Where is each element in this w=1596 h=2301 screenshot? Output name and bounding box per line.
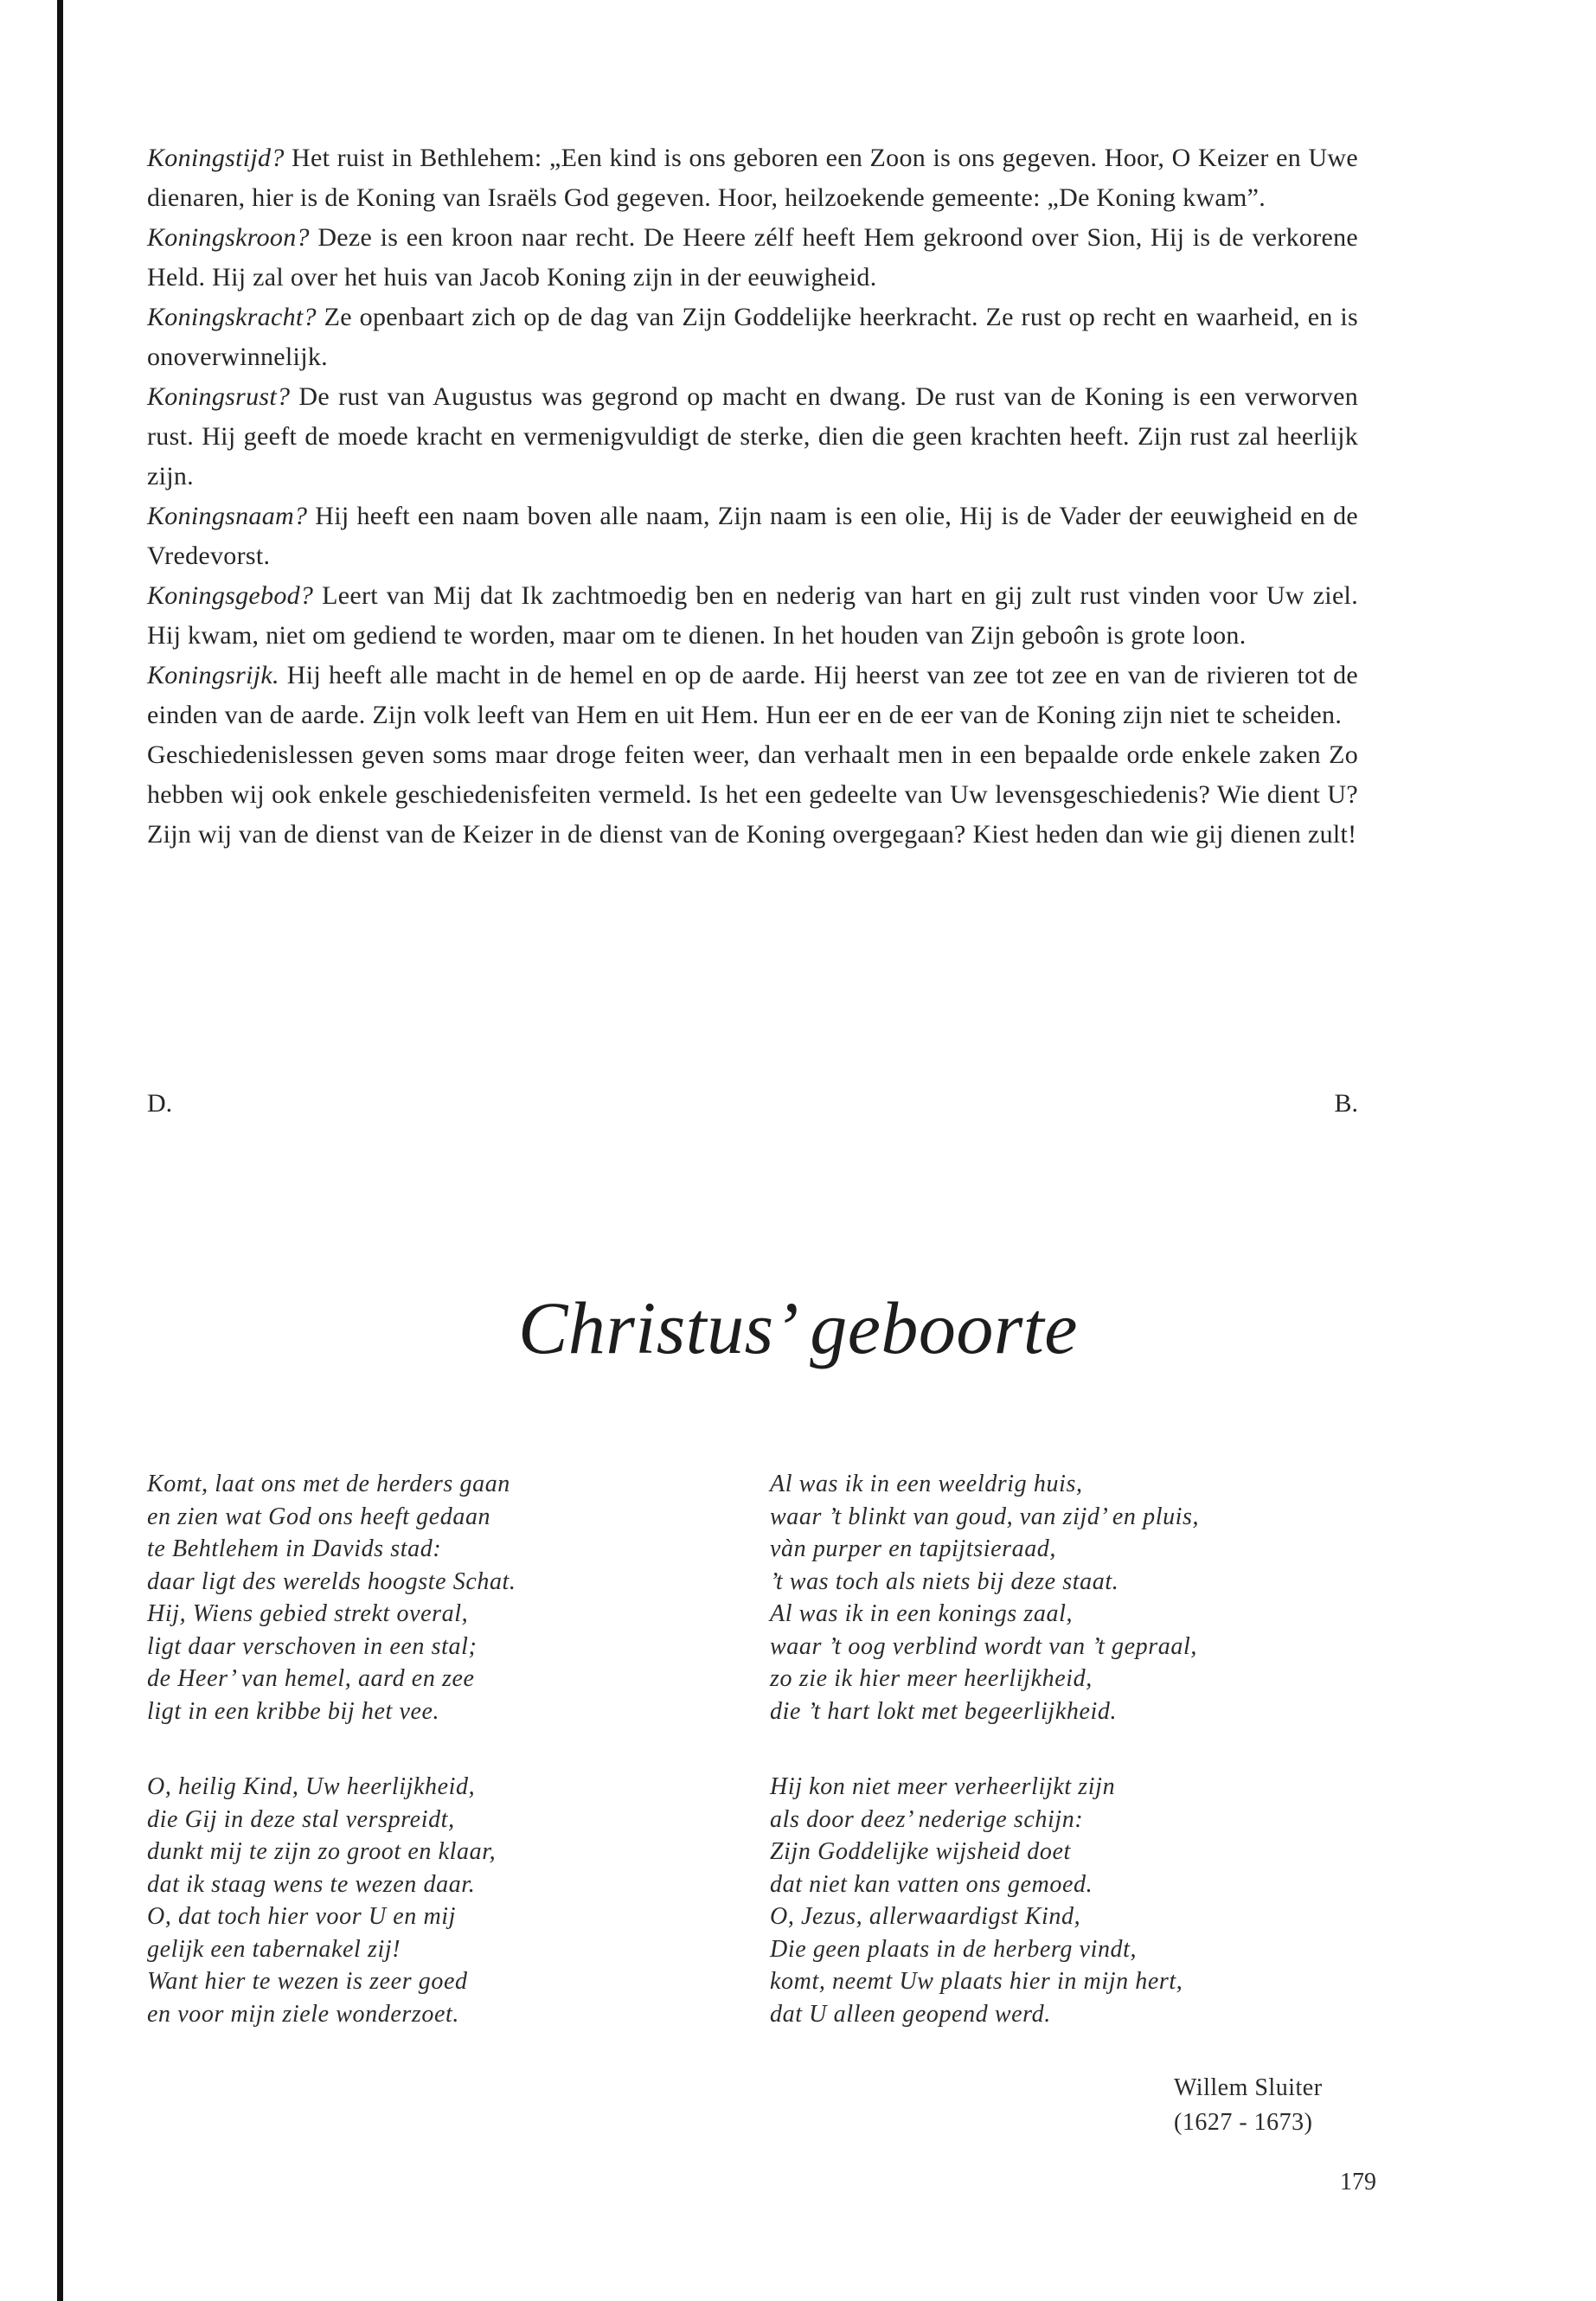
author-dates: (1627 - 1673) — [1174, 2109, 1313, 2136]
poem-line: vàn purper en tapijtsieraad, — [770, 1535, 1056, 1562]
poem-line: O, dat toch hier voor U en mij — [147, 1903, 457, 1930]
poem-line: Zijn Goddelijke wijsheid doet — [770, 1838, 1071, 1865]
paragraph-lead: Koningsrijk. — [147, 661, 279, 689]
paragraph-lead: Koningsgebod? — [147, 581, 314, 610]
poem-line: en voor mijn ziele wonderzoet. — [147, 2000, 459, 2028]
paragraph-body: Leert van Mij dat Ik zachtmoedig ben en nederig van hart en gij zult rust vinden voor Uw ziel. Hij kwam, niet om gediend te worden, maar om te dienen. In het houden van Zijn geboôn is grote loon. — [147, 581, 1358, 650]
poem-line: Al was ik in een konings zaal, — [770, 1600, 1074, 1627]
paragraph-lead: Koningskroon? — [147, 223, 310, 252]
stanza-right-1 — [770, 1468, 1199, 1727]
paragraph-body: Hij heeft alle macht in de hemel en op de aarde. Hij heerst van zee tot zee en van de rivieren tot de einden van de aarde. Zijn volk leeft van Hem en uit Hem. Hun eer en de eer van de Koning zijn niet te scheiden. — [147, 661, 1358, 729]
poem-line: Hij, Wiens gebied strekt overal, — [147, 1600, 469, 1627]
poem-line: Die geen plaats in de herberg vindt, — [770, 1935, 1138, 1963]
paragraph-body: Geschiedenislessen geven soms maar droge feiten weer, dan verhaalt men in een bepaalde orde enkele zaken Zo hebben wij ook enkele geschiedenisfeiten vermeld. Is het een gedeelte van Uw levensgeschiedenis? Wie dient U? Zijn wij van de dienst van de Keizer in de dienst van de Koning overgegaan? Kiest heden dan wie gij dienen zult! — [147, 740, 1358, 849]
poem-line: en zien wat God ons heeft gedaan — [147, 1503, 491, 1530]
poem-line: ligt in een kribbe bij het vee. — [147, 1697, 440, 1725]
signature-initial-left: D. — [147, 1089, 173, 1118]
poem-line: te Behtlehem in Davids stad: — [147, 1535, 442, 1562]
poem-line: zo zie ik hier meer heerlijkheid, — [770, 1665, 1093, 1692]
paragraph-koningskracht — [147, 298, 1358, 377]
poem-line: Komt, laat ons met de herders gaan — [147, 1471, 510, 1497]
signature-initial-right: B. — [1334, 1089, 1358, 1118]
paragraph-koningstijd — [147, 138, 1358, 218]
paragraph-lead: Koningsrust? — [147, 382, 291, 411]
poem-line: waar ’t oog verblind wordt van ’t gepraal, — [770, 1632, 1197, 1660]
paragraph-lead: Koningskracht? — [147, 303, 317, 331]
paragraph-body: Ze openbaart zich op de dag van Zijn Goddelijke heerkracht. Ze rust op recht en waarheid, en is onoverwinnelijk. — [147, 303, 1358, 371]
page-left-border — [57, 0, 63, 2301]
poem-line: als door deez’ nederige schijn: — [770, 1805, 1084, 1833]
poem-attribution — [1174, 2071, 1323, 2140]
paragraph-body: Het ruist in Bethlehem: „Een kind is ons geboren een Zoon is ons gegeven. Hoor, O Keizer en Uwe dienaren, hier is de Koning van Israëls God gegeven. Hoor, heilzoekende gemeente: „De Koning kwam”. — [147, 144, 1358, 212]
poem-line: daar ligt des werelds hoogste Schat. — [147, 1567, 516, 1595]
stanza-right-2 — [770, 1771, 1183, 2030]
page-number: 179 — [1340, 2169, 1376, 2195]
poem-line: die ’t hart lokt met begeerlijkheid. — [770, 1697, 1118, 1725]
paragraph-body: De rust van Augustus was gegrond op macht en dwang. De rust van de Koning is een verworven rust. Hij geeft de moede kracht en vermenigvuldigt de sterke, dien die geen krachten heeft. Zijn rust zal heerlijk zijn. — [147, 382, 1358, 490]
poem-line: dunkt mij te zijn zo groot en klaar, — [147, 1838, 497, 1865]
paragraph-koningsrust — [147, 377, 1358, 497]
poem-line: dat niet kan vatten ons gemoed. — [770, 1870, 1093, 1898]
poem-line: dat ik staag wens te wezen daar. — [147, 1870, 476, 1898]
author-name: Willem Sluiter — [1174, 2074, 1323, 2101]
poem-line: Want hier te wezen is zeer goed — [147, 1968, 468, 1995]
poem-line: O, Jezus, allerwaardigst Kind, — [770, 1903, 1081, 1930]
paragraph-body: Deze is een kroon naar recht. De Heere zélf heeft Hem gekroond over Sion, Hij is de verkorene Held. Hij zal over het huis van Jacob Koning zijn in der eeuwigheid. — [147, 223, 1358, 292]
paragraph-koningskroon — [147, 218, 1358, 298]
poem-line: ligt daar verschoven in een stal; — [147, 1632, 478, 1660]
paragraph-koningsgebod — [147, 576, 1358, 656]
prose-section — [147, 138, 1358, 855]
paragraph-koningsnaam — [147, 497, 1358, 576]
poem-line: die Gij in deze stal verspreidt, — [147, 1805, 455, 1833]
paragraph-koningsrijk — [147, 656, 1358, 735]
poem-line: gelijk een tabernakel zij! — [147, 1935, 401, 1963]
poem-line: dat U alleen geopend werd. — [770, 2000, 1051, 2028]
poem-line: Al was ik in een weeldrig huis, — [770, 1471, 1083, 1497]
poem-line: waar ’t blinkt van goud, van zijd’ en pluis, — [770, 1503, 1200, 1530]
poem-title: Christus’ geboorte — [518, 1286, 1078, 1369]
stanza-left-2 — [147, 1771, 496, 2030]
poem-line: Hij kon niet meer verheerlijkt zijn — [770, 1773, 1116, 1800]
paragraph-conclusion — [147, 735, 1358, 855]
poem-line: de Heer’ van hemel, aard en zee — [147, 1665, 475, 1692]
stanza-left-1 — [147, 1468, 516, 1727]
paragraph-lead: Koningsnaam? — [147, 502, 308, 530]
poem-line: O, heilig Kind, Uw heerlijkheid, — [147, 1773, 476, 1800]
paragraph-lead: Koningstijd? — [147, 144, 285, 172]
poem-line: ’t was toch als niets bij deze staat. — [770, 1567, 1119, 1595]
paragraph-body: Hij heeft een naam boven alle naam, Zijn naam is een olie, Hij is de Vader der eeuwigheid en de Vredevorst. — [147, 502, 1358, 570]
poem-line: komt, neemt Uw plaats hier in mijn hert, — [770, 1968, 1183, 1995]
signature-row — [147, 1084, 1358, 1124]
